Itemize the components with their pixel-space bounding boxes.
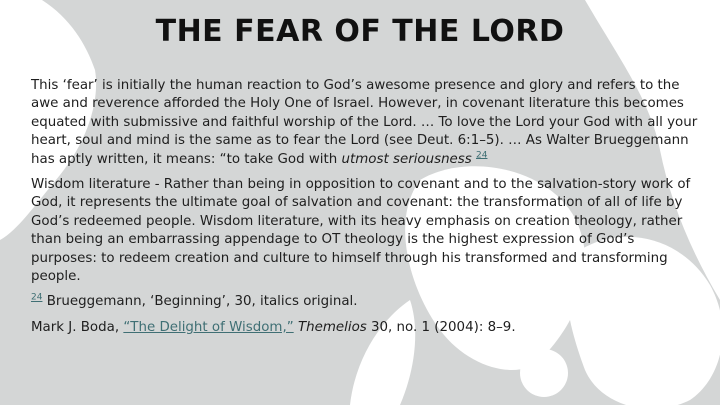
paragraph-wisdom-literature: Wisdom literature - Rather than being in opposition to covenant and to the salvation-story work of God, it represents the ultimate goal of salvation and covenant: the transformation of all of life by God’s redeemed people. Wisdom literature, with its heavy emphasis on creation theology, rather than being an embarrassing appendage to OT theology is the highest expression of God’s purposes: to redeem creation and culture to himself through his transformed and transforming people. xyxy=(31,177,691,285)
citation-details: 30, no. 1 (2004): 8–9. xyxy=(366,319,516,335)
footnote-text: Brueggemann, ‘Beginning’, 30, italics original. xyxy=(42,294,358,310)
slide-body xyxy=(31,77,701,344)
footnote-reference-link[interactable]: 24 xyxy=(476,150,488,161)
citation-author: Mark J. Boda, xyxy=(31,319,124,335)
citation-article-link[interactable]: “The Delight of Wisdom,” xyxy=(123,319,294,335)
footnote-number-link[interactable]: 24 xyxy=(31,293,43,303)
paragraph-fear-definition xyxy=(31,77,701,169)
citation xyxy=(31,319,701,337)
slide-title: THE FEAR OF THE LORD xyxy=(155,14,565,49)
footnote xyxy=(31,293,701,311)
small-circle-shape xyxy=(520,349,568,397)
citation-journal: Themelios xyxy=(297,319,367,335)
paragraph-fear-text: This ‘fear’ is initially the human reaction to God’s awesome presence and glory and refers to the awe and reverence afforded the Holy One of Israel. However, in covenant literature this becomes equated with submissive and faithful worship of the Lord. … To love the Lord your God with all your heart, soul and mind is the same as to fear the Lord (see Deut. 6:1–5). … As Walter Brueggemann has aptly written, it means: “to take God with xyxy=(31,78,698,167)
italic-phrase: utmost seriousness xyxy=(341,151,472,167)
